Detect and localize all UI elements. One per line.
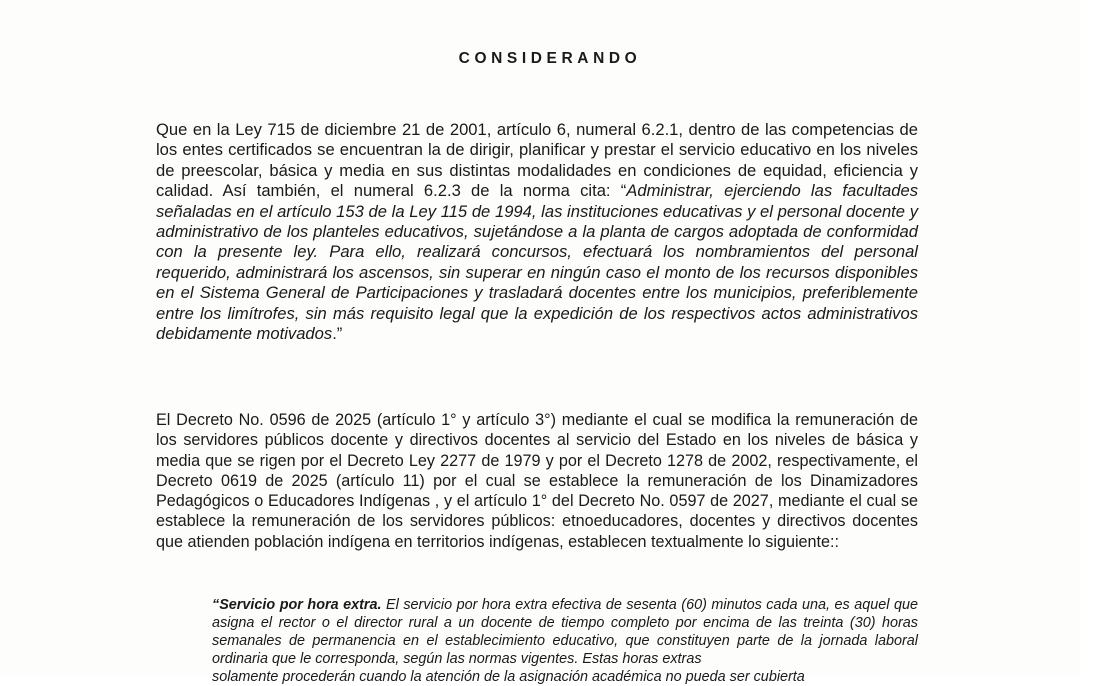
quoted-norm-text: Administrar, ejerciendo las facultades señaladas en el artículo 153 de la Ley 115 de 1994, las instituciones educativas y el personal docente y administrativo de los planteles educativos, sujetándose a la planta de cargos adoptada de conformidad con la presente ley. Para ello, realizará concursos, efectuará los nombramientos del personal requerido, administrará los ascensos, sin superar en ningún caso el monto de los recursos disponibles en el Sistema General de Participaciones y trasladará docentes entre los municipios, preferiblemente entre los limítrofes, sin más requisito legal que la expedición de los respectivos actos administrativos debidamente motivados	[156, 181, 919, 344]
quote-block-servicio-hora-extra	[212, 596, 918, 686]
quote-body: El servicio por hora extra efectiva de sesenta (60) minutos cada una, es aquel que asigna el rector o el director rural a un docente de tiempo completo por encima de las treinta (30) horas semanales de permanencia en el establecimiento educativo, que constituyen parte de la jornada laboral ordinaria que le corresponda, según las normas vigentes. Estas horas extras	[212, 597, 918, 668]
paragraph-ley-715-text: Que en la Ley 715 de diciembre 21 de 2001, artículo 6, numeral 6.2.1, dentro de las competencias de los entes certificados se encuentran la de dirigir, planificar y prestar el servicio educativo en los niveles de preescolar, básica y media en sus distintas modalidades en condiciones de equidad, eficiencia y calidad. Así también, el numeral 6.2.3 de la norma cita: “	[156, 120, 918, 201]
quote-lead: “Servicio por hora extra.	[212, 597, 382, 613]
quote-close: .”	[332, 324, 343, 344]
quote-cut-line: solamente procederán cuando la atención de la asignación académica no pueda ser cubierta	[212, 669, 805, 686]
section-heading: CONSIDERANDO	[458, 50, 642, 67]
paragraph-ley-715	[156, 120, 918, 344]
paragraph-decreto-0596: El Decreto No. 0596 de 2025 (artículo 1° y artículo 3°) mediante el cual se modifica la remuneración de los servidores públicos docente y directivos docentes al servicio del Estado en los niveles de básica y media que se rigen por el Decreto Ley 2277 de 1979 y por el Decreto 1278 de 2002, respectivamente, el Decreto 0619 de 2025 (artículo 11) por el cual se establece la remuneración de los Dinamizadores Pedagógicos o Educadores Indígenas , y el artículo 1° del Decreto No. 0597 de 2027, mediante el cual se establece la remuneración de los servidores públicos: etnoeducadores, docentes y directivos docentes que atienden población indígena en territorios indígenas, establecen textualmente lo siguiente::	[156, 411, 918, 551]
cut-off-top-line	[320, 0, 790, 6]
